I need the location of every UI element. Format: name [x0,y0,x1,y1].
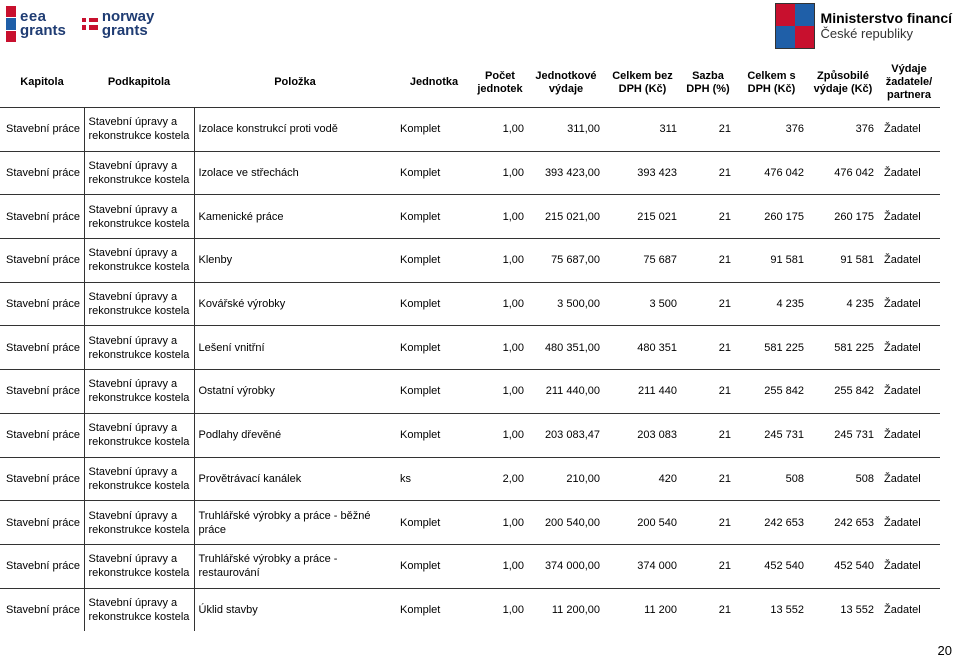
cell-pocet: 1,00 [472,151,528,195]
cell-celkem-s-dph: 260 175 [735,195,808,239]
cell-celkem-s-dph: 376 [735,108,808,152]
cell-celkem-bez-dph: 215 021 [604,195,681,239]
cell-celkem-s-dph: 452 540 [735,544,808,588]
cell-celkem-bez-dph: 200 540 [604,501,681,545]
cell-celkem-s-dph: 255 842 [735,370,808,414]
column-header: Výdaje žadatele/ partnera [885,63,933,101]
cell-pocet: 1,00 [472,588,528,631]
table-row [0,151,940,195]
cell-polozka: Podlahy dřevěné [194,413,396,457]
cell-sazba-dph: 21 [681,195,735,239]
cell-pocet: 1,00 [472,370,528,414]
cell-vydaje-zadatele: Žadatel [878,544,940,588]
grants-logos [6,6,154,42]
table-row [0,413,940,457]
cell-zpusobile-vydaje: 255 842 [808,370,878,414]
column-header: Položka [274,76,316,88]
cell-polozka: Kamenické práce [194,195,396,239]
cell-podkapitola: Stavební úpravy a rekonstrukce kostela [84,282,194,326]
cell-pocet: 1,00 [472,501,528,545]
cell-podkapitola: Stavební úpravy a rekonstrukce kostela [84,326,194,370]
cell-vydaje-zadatele: Žadatel [878,151,940,195]
cell-podkapitola: Stavební úpravy a rekonstrukce kostela [84,370,194,414]
cell-kapitola: Stavební práce [0,151,84,195]
cell-polozka: Kovářské výrobky [194,282,396,326]
cell-polozka: Provětrávací kanálek [194,457,396,501]
cell-podkapitola: Stavební úpravy a rekonstrukce kostela [84,457,194,501]
column-header: Způsobilé výdaje (Kč) [813,69,873,95]
cell-celkem-bez-dph: 203 083 [604,413,681,457]
cell-celkem-s-dph: 476 042 [735,151,808,195]
cell-jednotkove-vydaje: 75 687,00 [528,239,604,283]
page-header [0,0,960,50]
budget-table [0,58,940,631]
cell-celkem-s-dph: 245 731 [735,413,808,457]
cell-celkem-bez-dph: 3 500 [604,282,681,326]
column-header: Podkapitola [107,76,171,88]
cell-zpusobile-vydaje: 452 540 [808,544,878,588]
cell-celkem-bez-dph: 311 [604,108,681,152]
cell-jednotka: Komplet [396,282,472,326]
cell-jednotkove-vydaje: 11 200,00 [528,588,604,631]
cell-kapitola: Stavební práce [0,195,84,239]
cell-jednotka: Komplet [396,370,472,414]
column-header: Sazba DPH (%) [686,69,730,95]
eea-logo-line1: eea [20,8,47,25]
cell-sazba-dph: 21 [681,370,735,414]
cell-kapitola: Stavební práce [0,108,84,152]
flag-icon [6,6,16,42]
table-row [0,501,940,545]
cell-vydaje-zadatele: Žadatel [878,326,940,370]
cell-pocet: 1,00 [472,544,528,588]
cell-vydaje-zadatele: Žadatel [878,588,940,631]
column-header: Jednotkové výdaje [535,69,597,95]
norway-logo-line2: grants [101,22,148,39]
table-row [0,239,940,283]
cell-zpusobile-vydaje: 91 581 [808,239,878,283]
cell-jednotka: Komplet [396,326,472,370]
cell-vydaje-zadatele: Žadatel [878,501,940,545]
cell-celkem-s-dph: 91 581 [735,239,808,283]
cell-podkapitola: Stavební úpravy a rekonstrukce kostela [84,413,194,457]
cell-celkem-bez-dph: 211 440 [604,370,681,414]
cell-podkapitola: Stavební úpravy a rekonstrukce kostela [84,501,194,545]
cell-podkapitola: Stavební úpravy a rekonstrukce kostela [84,195,194,239]
cell-pocet: 2,00 [472,457,528,501]
ministry-name: Ministerstvo financí [820,10,952,26]
cell-polozka: Truhlářské výrobky a práce - běžné práce [194,501,396,545]
cell-polozka: Ostatní výrobky [194,370,396,414]
cell-jednotkove-vydaje: 203 083,47 [528,413,604,457]
cell-kapitola: Stavební práce [0,282,84,326]
cell-jednotka: Komplet [396,195,472,239]
table-row [0,457,940,501]
column-header: Celkem s DPH (Kč) [747,69,796,95]
column-header: Jednotka [409,76,459,88]
table-row [0,544,940,588]
cell-kapitola: Stavební práce [0,457,84,501]
cell-jednotka: Komplet [396,239,472,283]
table-row [0,326,940,370]
cell-zpusobile-vydaje: 581 225 [808,326,878,370]
cell-sazba-dph: 21 [681,413,735,457]
table-header-row [0,58,940,108]
cell-vydaje-zadatele: Žadatel [878,413,940,457]
eea-logo-line2: grants [20,22,66,39]
table-row [0,108,940,152]
cell-jednotka: ks [396,457,472,501]
cell-jednotkove-vydaje: 393 423,00 [528,151,604,195]
cell-podkapitola: Stavební úpravy a rekonstrukce kostela [84,151,194,195]
cell-celkem-bez-dph: 11 200 [604,588,681,631]
norway-logo-line1: norway [101,8,155,25]
cell-sazba-dph: 21 [681,501,735,545]
column-header: Celkem bez DPH (Kč) [612,69,673,95]
cell-podkapitola: Stavební úpravy a rekonstrukce kostela [84,108,194,152]
cell-jednotkove-vydaje: 480 351,00 [528,326,604,370]
table-row [0,370,940,414]
cell-jednotka: Komplet [396,544,472,588]
cell-polozka: Izolace ve střechách [194,151,396,195]
cell-polozka: Izolace konstrukcí proti vodě [194,108,396,152]
cell-podkapitola: Stavební úpravy a rekonstrukce kostela [84,544,194,588]
cell-celkem-s-dph: 581 225 [735,326,808,370]
cell-zpusobile-vydaje: 4 235 [808,282,878,326]
cell-zpusobile-vydaje: 13 552 [808,588,878,631]
cell-sazba-dph: 21 [681,326,735,370]
cell-jednotka: Komplet [396,151,472,195]
cell-kapitola: Stavební práce [0,413,84,457]
cell-jednotka: Komplet [396,108,472,152]
cell-jednotka: Komplet [396,588,472,631]
cell-vydaje-zadatele: Žadatel [878,370,940,414]
ministry-country: České republiky [820,26,914,41]
cell-zpusobile-vydaje: 476 042 [808,151,878,195]
cell-polozka: Truhlářské výrobky a práce - restaurování [194,544,396,588]
cell-sazba-dph: 21 [681,457,735,501]
cell-pocet: 1,00 [472,413,528,457]
cell-zpusobile-vydaje: 245 731 [808,413,878,457]
cell-jednotkove-vydaje: 3 500,00 [528,282,604,326]
cell-pocet: 1,00 [472,326,528,370]
cell-kapitola: Stavební práce [0,239,84,283]
cell-jednotka: Komplet [396,413,472,457]
cell-sazba-dph: 21 [681,588,735,631]
cell-vydaje-zadatele: Žadatel [878,239,940,283]
cell-sazba-dph: 21 [681,239,735,283]
norway-flag-icon [82,18,98,30]
cell-sazba-dph: 21 [681,282,735,326]
cell-zpusobile-vydaje: 508 [808,457,878,501]
cell-pocet: 1,00 [472,239,528,283]
column-header: Počet jednotek [477,69,523,95]
cell-pocet: 1,00 [472,195,528,239]
cell-podkapitola: Stavební úpravy a rekonstrukce kostela [84,588,194,631]
cell-jednotkove-vydaje: 211 440,00 [528,370,604,414]
table-row [0,195,940,239]
cell-celkem-bez-dph: 75 687 [604,239,681,283]
cell-polozka: Klenby [194,239,396,283]
cell-vydaje-zadatele: Žadatel [878,108,940,152]
cell-polozka: Lešení vnitřní [194,326,396,370]
norway-grants-logo [82,10,155,38]
cell-jednotkove-vydaje: 215 021,00 [528,195,604,239]
table-row [0,282,940,326]
cell-jednotkove-vydaje: 200 540,00 [528,501,604,545]
cell-celkem-s-dph: 508 [735,457,808,501]
table-row [0,588,940,631]
cell-kapitola: Stavební práce [0,588,84,631]
czech-emblem-icon [775,3,815,49]
cell-celkem-bez-dph: 420 [604,457,681,501]
cell-sazba-dph: 21 [681,151,735,195]
ministry-logo [775,3,952,49]
cell-kapitola: Stavební práce [0,544,84,588]
cell-polozka: Úklid stavby [194,588,396,631]
cell-vydaje-zadatele: Žadatel [878,457,940,501]
cell-pocet: 1,00 [472,282,528,326]
cell-celkem-bez-dph: 374 000 [604,544,681,588]
cell-sazba-dph: 21 [681,108,735,152]
cell-pocet: 1,00 [472,108,528,152]
cell-vydaje-zadatele: Žadatel [878,195,940,239]
eea-grants-logo [6,6,66,42]
page-number: 20 [937,643,952,658]
cell-celkem-s-dph: 242 653 [735,501,808,545]
cell-kapitola: Stavební práce [0,326,84,370]
column-header: Kapitola [20,76,64,88]
cell-zpusobile-vydaje: 376 [808,108,878,152]
cell-jednotkove-vydaje: 311,00 [528,108,604,152]
cell-celkem-s-dph: 13 552 [735,588,808,631]
cell-zpusobile-vydaje: 242 653 [808,501,878,545]
cell-zpusobile-vydaje: 260 175 [808,195,878,239]
cell-celkem-bez-dph: 480 351 [604,326,681,370]
cell-jednotka: Komplet [396,501,472,545]
cell-celkem-bez-dph: 393 423 [604,151,681,195]
cell-jednotkove-vydaje: 374 000,00 [528,544,604,588]
cell-kapitola: Stavební práce [0,501,84,545]
cell-podkapitola: Stavební úpravy a rekonstrukce kostela [84,239,194,283]
cell-jednotkove-vydaje: 210,00 [528,457,604,501]
cell-vydaje-zadatele: Žadatel [878,282,940,326]
cell-sazba-dph: 21 [681,544,735,588]
cell-celkem-s-dph: 4 235 [735,282,808,326]
cell-kapitola: Stavební práce [0,370,84,414]
